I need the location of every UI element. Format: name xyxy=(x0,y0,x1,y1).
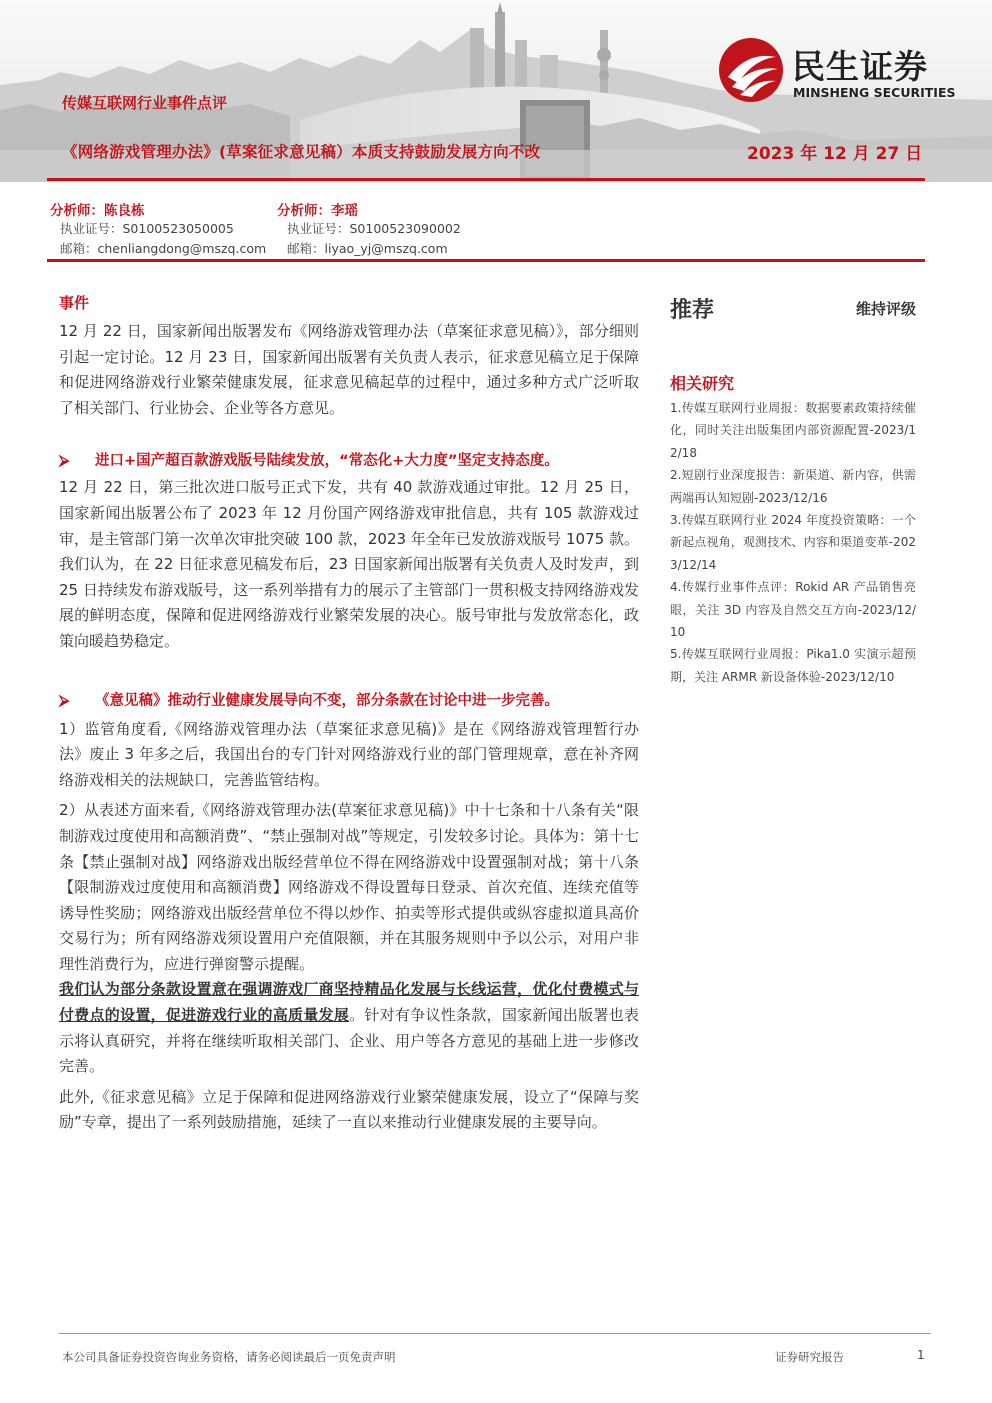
report-type: 传媒互联网行业事件点评 xyxy=(62,94,228,112)
report-date: 2023 年 12 月 27 日 xyxy=(747,144,923,164)
recommendation: 推荐 xyxy=(670,298,715,323)
bullet-heading-1 xyxy=(59,449,639,473)
key-view-text: 我们认为部分条款设置意在强调游戏厂商坚持精品化发展与长线运营，优化付费模式与付费点的设置，促进游戏行业的高质量发展 xyxy=(59,980,639,1025)
related-research-list xyxy=(670,397,916,688)
related-research-item[interactable]: 5.传媒互联网行业周报：Pika1.0 实演示超预期，关注 ARMR 新设备体验-2023/12/10 xyxy=(670,647,916,684)
regulation-paragraph: 1）监管角度看,《网络游戏管理办法（草案征求意见稿)》是在《网络游戏管理暂行办法》废止 3 年多之后，我国出台的专门针对网络游戏行业的部门管理规章，意在补齐网络游戏相关的法规缺口，完善监管结构。 xyxy=(59,719,639,789)
report-title: 《网络游戏管理办法》(草案征求意见稿）本质支持鼓励发展方向不改 xyxy=(62,143,541,161)
related-research-item[interactable]: 1.传媒互联网行业周报：数据要素政策持续催化，同时关注出版集团内部资源配置-2023/12/18 xyxy=(670,401,916,460)
analyst-name: 分析师：李瑶 xyxy=(277,203,358,219)
analyst-card xyxy=(50,199,266,259)
header-banner xyxy=(0,0,992,182)
rating-status: 维持评级 xyxy=(855,300,916,318)
arrow-bullet-icon: ⮚ xyxy=(59,453,70,470)
related-research-heading: 相关研究 xyxy=(670,374,735,393)
analyst-email[interactable]: 邮箱：chenliangdong@mszq.com xyxy=(60,241,267,256)
bullet1-paragraph: 12 月 22 日，第三批次进口版号正式下发，共有 40 款游戏通过审批。12 月 25 日，国家新闻出版署公布了 2023 年 12 月份国产网络游戏审批信息，共有 105 款游戏过审，是主管部门第一次单次审批突破 100 款，2023 年全年已发放游戏版号 1075 款。我们认为，在 22 日征求意见稿发布后，23 日国家新闻出版署有关负责人及时发声，到 25 日持续发布游戏版号，这一系列举措有力的展示了主管部门一贯积极支持网络游戏发展的鲜明态度，保障和促进网络游戏行业繁荣发展的决心。版号审批与发放常态化，政策向暖趋势稳定。 xyxy=(59,478,639,650)
footer-divider xyxy=(59,1333,931,1334)
header-divider xyxy=(47,178,925,181)
main-content xyxy=(59,291,639,1136)
event-heading: 事件 xyxy=(59,294,90,312)
analyst-divider xyxy=(47,259,925,262)
analyst-license: 执业证号：S0100523090002 xyxy=(287,221,461,236)
analyst-name: 分析师：陈良栋 xyxy=(50,203,145,219)
analyst-email[interactable]: 邮箱：liyao_yj@mszq.com xyxy=(287,241,448,256)
closing-paragraph: 此外,《征求意见稿》立足于保障和促进网络游戏行业繁荣健康发展，设立了“保障与奖励”专章，提出了一系列鼓励措施，延续了一直以来推动行业健康发展的主要导向。 xyxy=(59,1087,639,1132)
minsheng-logo-mark-icon xyxy=(718,37,784,103)
bullet-heading-2 xyxy=(59,689,639,713)
analyst-license: 执业证号：S0100523050005 xyxy=(60,221,234,236)
view-paragraph xyxy=(59,977,639,1079)
logo-chinese-name: 民生证券 xyxy=(792,47,928,86)
related-research-item[interactable]: 2.短剧行业深度报告：新渠道、新内容，供需两端再认知短剧-2023/12/16 xyxy=(670,468,916,505)
footer-doc-type: 证券研究报告 xyxy=(775,1350,844,1364)
related-research-item[interactable]: 3.传媒互联网行业 2024 年度投资策略：一个新起点视角，观测技术、内容和渠道变革-2023/12/14 xyxy=(670,513,916,572)
arrow-bullet-icon: ⮚ xyxy=(59,692,70,709)
page-number: 1 xyxy=(917,1348,925,1362)
footer-disclaimer: 本公司具备证券投资咨询业务资格，请务必阅读最后一页免责声明 xyxy=(62,1350,396,1364)
related-research-item[interactable]: 4.传媒行业事件点评：Rokid AR 产品销售亮眼，关注 3D 内容及自然交互方向-2023/12/10 xyxy=(670,580,916,640)
sidebar xyxy=(670,291,916,684)
view-rest-text: 。针对有争议性条款，国家新闻出版署也表示将认真研究，并将在继续听取相关部门、企业、用户等各方意见的基础上进一步修改完善。 xyxy=(59,1006,639,1076)
rating-block xyxy=(670,291,916,325)
analyst-card xyxy=(277,199,461,259)
bullet-heading-text: 《意见稿》推动行业健康发展导向不变，部分条款在讨论中进一步完善。 xyxy=(95,692,559,709)
logo-english-name: MINSHENG SECURITIES xyxy=(793,85,956,100)
minsheng-logo xyxy=(718,37,968,103)
bullet-heading-text: 进口+国产超百款游戏版号陆续发放，“常态化+大力度”坚定支持态度。 xyxy=(95,453,559,470)
provisions-paragraph: 2）从表述方面来看,《网络游戏管理办法(草案征求意见稿)》中十七条和十八条有关“限制游戏过度使用和高额消费”、“禁止强制对战”等规定，引发较多讨论。具体为：第十七条【禁止强制对战】网络游戏出版经营单位不得在网络游戏中设置强制对战；第十八条【限制游戏过度使用和高额消费】网络游戏不得设置每日登录、首次充值、连续充值等诱导性奖励；网络游戏出版经营单位不得以炒作、拍卖等形式提供或纵容虚拟道具高价交易行为；所有网络游戏须设置用户充值限额，并在其服务规则中予以公示，对用户非理性消费行为，应进行弹窗警示提醒。 xyxy=(59,801,639,973)
event-paragraph: 12 月 22 日，国家新闻出版署发布《网络游戏管理办法（草案征求意见稿）》，部分细则引起一定讨论。12 月 23 日，国家新闻出版署有关负责人表示，征求意见稿立足于保障和促进网络游戏行业繁荣健康发展，征求意见稿起草的过程中，通过多种方式广泛听取了相关部门、行业协会、企业等各方意见。 xyxy=(59,322,639,417)
